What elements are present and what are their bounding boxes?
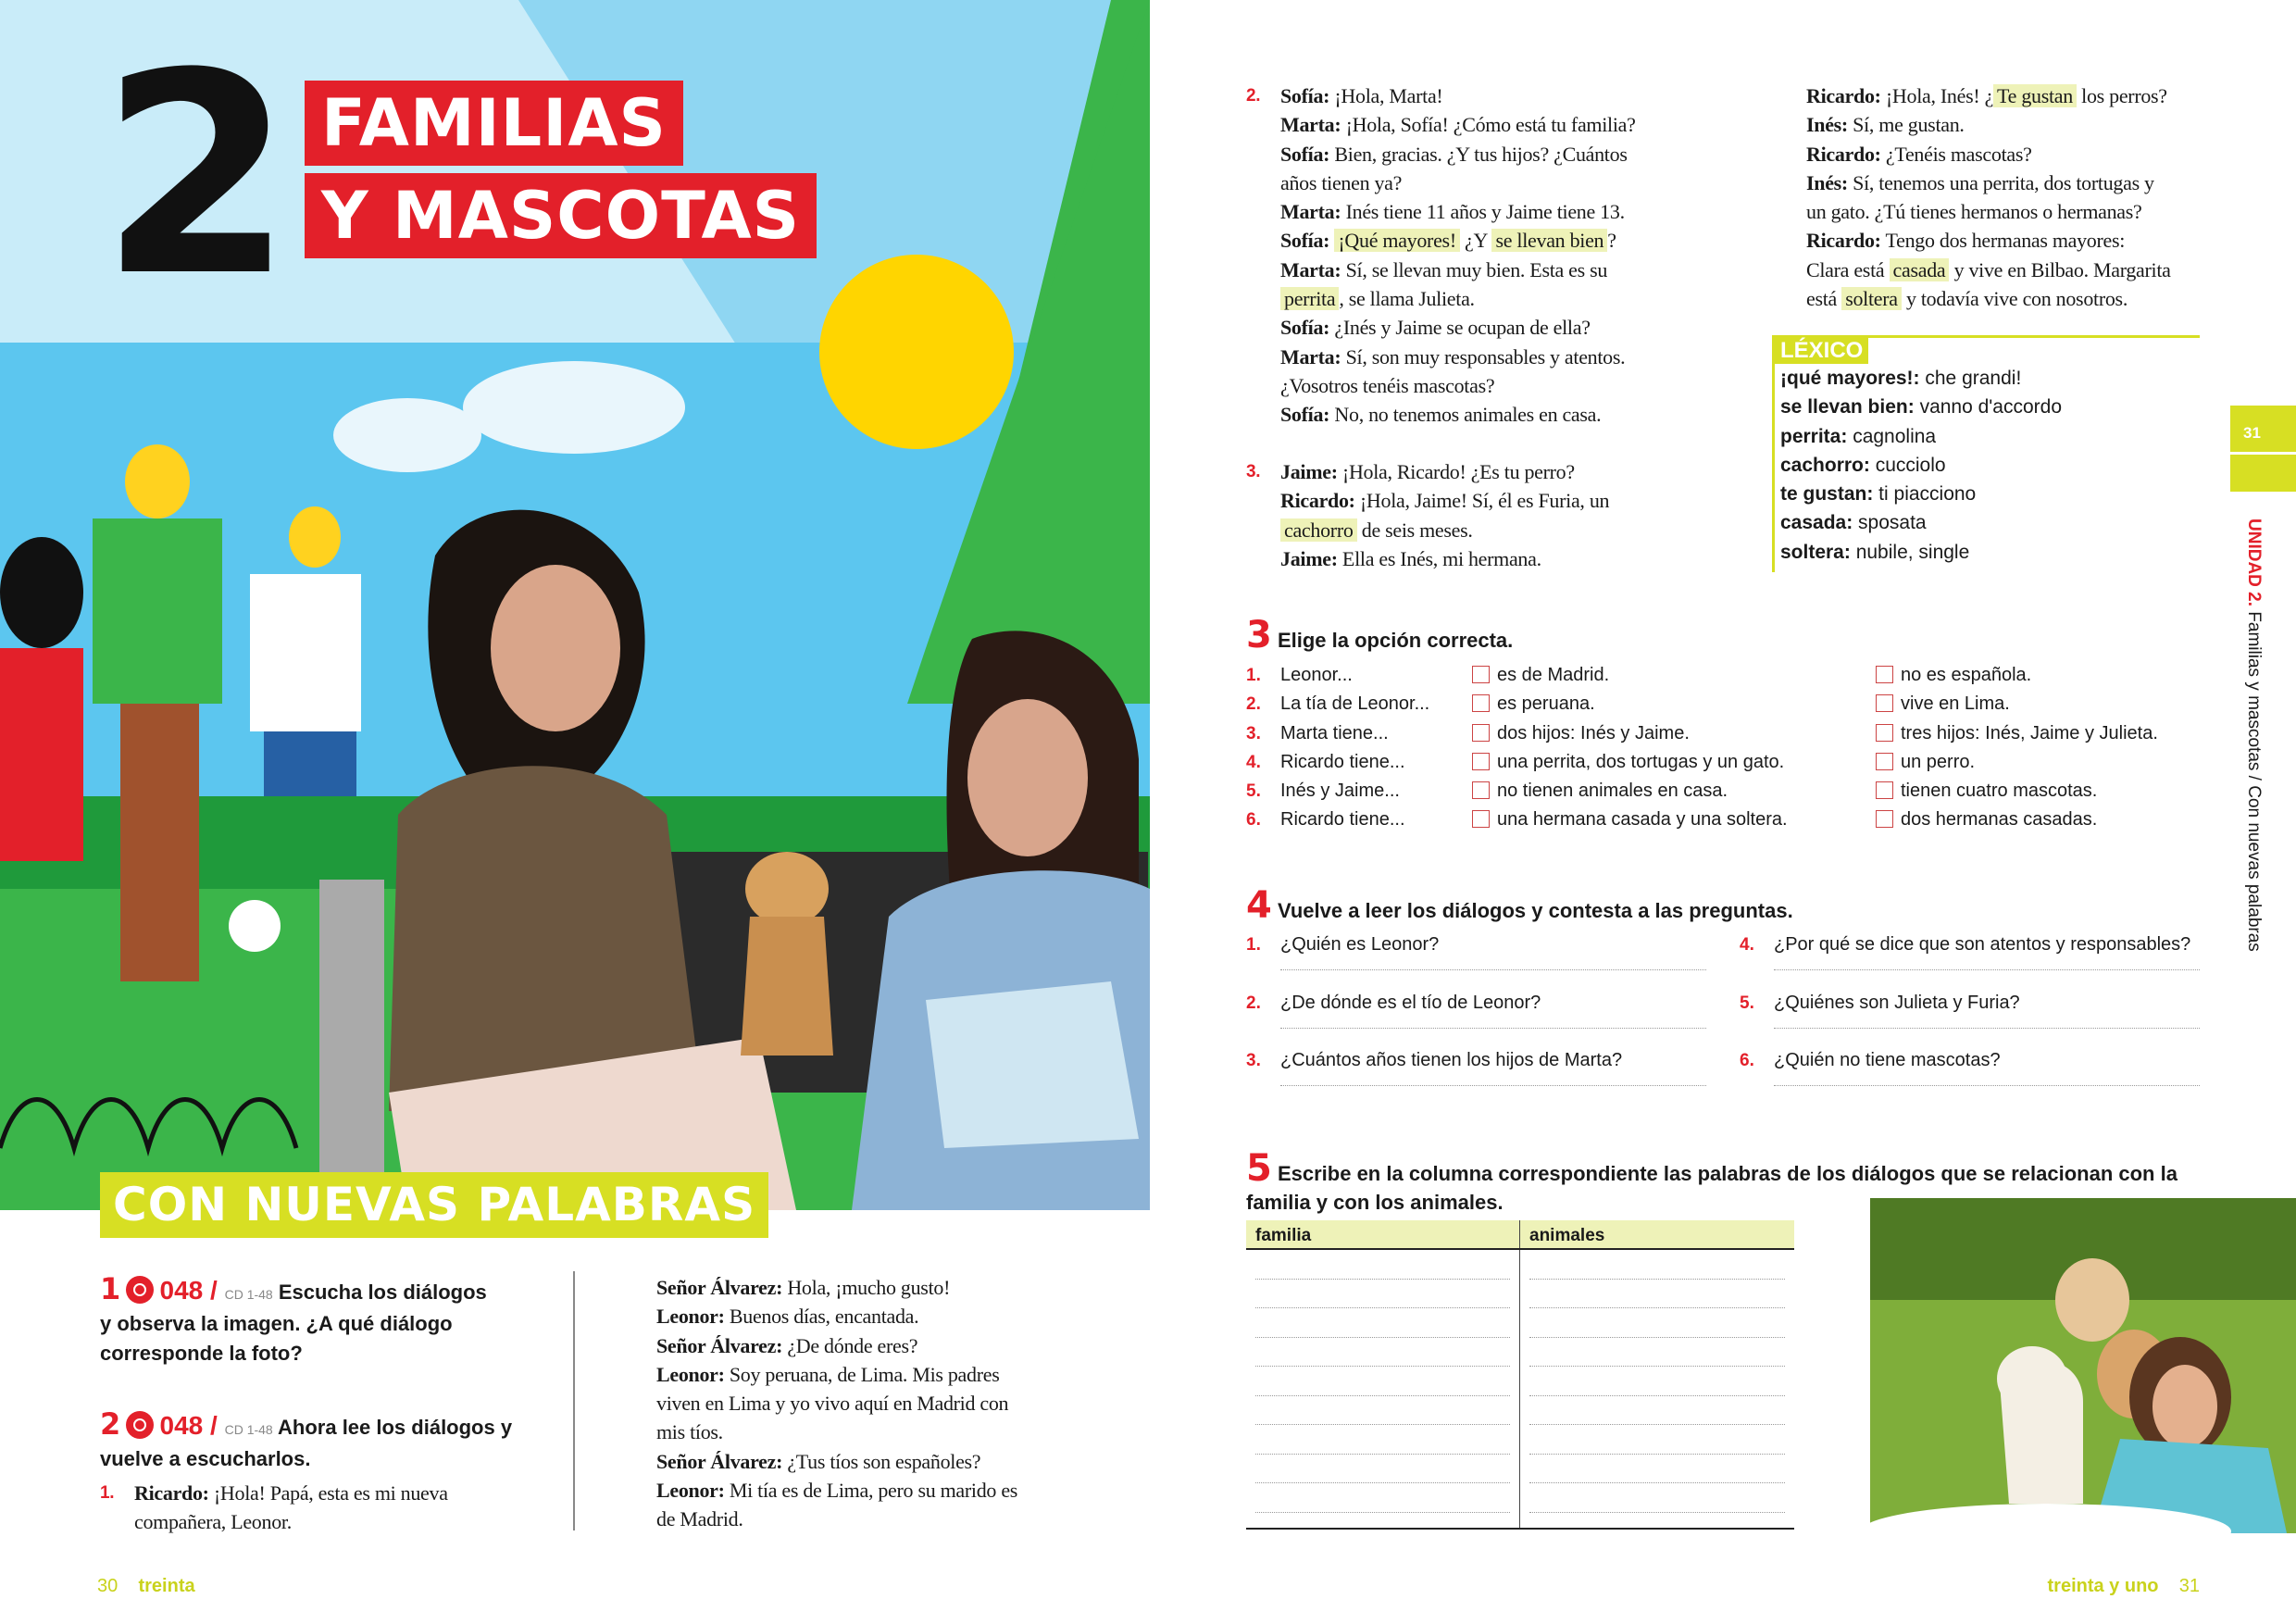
- speaker-name: Señor Álvarez:: [656, 1276, 783, 1299]
- speaker-name: Marta:: [1280, 200, 1341, 224]
- lexico-title: LÉXICO: [1775, 338, 1868, 364]
- dialogue-line: [1246, 400, 1636, 429]
- page-footer-right: [2037, 1572, 2200, 1601]
- option-a[interactable]: [1472, 719, 1690, 748]
- option-text: tienen cuatro mascotas.: [1901, 781, 2098, 802]
- option-b[interactable]: [1876, 748, 1975, 777]
- speaker-name: Sofía:: [1280, 229, 1330, 253]
- checkbox[interactable]: [1876, 694, 1893, 712]
- option-text: vive en Lima.: [1901, 693, 2010, 715]
- lexico-definition: ti piacciono: [1873, 483, 1977, 506]
- dialogue-2: [1246, 81, 1636, 430]
- instruction-line: Ahora lee los diálogos y: [278, 1416, 513, 1439]
- dialogue-line: [1246, 256, 1636, 284]
- option-a[interactable]: [1472, 806, 1788, 834]
- exercise-3-item: [1246, 690, 2218, 718]
- dialogue-text: Ella es Inés, mi hermana.: [1337, 546, 1541, 570]
- checkbox[interactable]: [1876, 781, 1893, 799]
- exercise-3-item: [1246, 777, 2218, 806]
- dialogue-text: de Madrid.: [656, 1507, 743, 1531]
- table-entry-line[interactable]: [1255, 1308, 1510, 1338]
- option-text: una perrita, dos tortugas y un gato.: [1497, 751, 1785, 772]
- speaker-name: Leonor:: [656, 1305, 725, 1329]
- column-header-familia: familia: [1246, 1220, 1520, 1248]
- item-number: 6.: [1246, 810, 1261, 831]
- item-number: 1.: [1246, 666, 1261, 685]
- exercise-3-item: [1246, 806, 2218, 834]
- dialogue-number: 1.: [100, 1483, 115, 1503]
- instruction: Vuelve a leer los diálogos y contesta a las preguntas.: [1277, 899, 1793, 922]
- question-text: ¿Quiénes son Julieta y Furia?: [1774, 992, 2020, 1013]
- table-entry-line[interactable]: [1255, 1425, 1510, 1455]
- dialogue-text: Buenos días, encantada.: [724, 1305, 919, 1329]
- highlighted-word: soltera: [1841, 287, 1902, 310]
- exercise-3-item: [1246, 661, 2218, 690]
- item-stem: Inés y Jaime...: [1280, 781, 1400, 802]
- column-divider: [573, 1271, 575, 1530]
- dialogue-line: [1246, 284, 1636, 313]
- question: [1246, 1046, 1706, 1086]
- dialogue-text: Inés tiene 11 años y Jaime tiene 13.: [1341, 200, 1625, 224]
- dialogue-line: [622, 1331, 1017, 1360]
- item-stem: Marta tiene...: [1280, 722, 1389, 743]
- question-text: ¿Quién es Leonor?: [1280, 934, 1440, 955]
- dialogue-text: y todavía vive con nosotros.: [1901, 287, 2128, 311]
- dialogue-text: ¡Hola, Ricardo! ¿Es tu perro?: [1337, 460, 1575, 483]
- speaker-name: Marta:: [1280, 344, 1341, 369]
- speaker-name: Marta:: [1280, 257, 1341, 281]
- option-text: tres hijos: Inés, Jaime y Julieta.: [1901, 722, 2158, 743]
- dialogue-text: , se llama Julieta.: [1339, 287, 1475, 311]
- item-stem: Ricardo tiene...: [1280, 809, 1405, 831]
- lexico-item: [1780, 538, 2200, 567]
- speaker-name: Ricardo:: [134, 1481, 209, 1505]
- speaker-name: Leonor:: [656, 1362, 725, 1386]
- lexico-definition: sposata: [1853, 512, 1927, 534]
- unit-title-line1: FAMILIAS: [305, 81, 683, 166]
- dialogue-text: Soy peruana, de Lima. Mis padres: [724, 1362, 1000, 1386]
- highlighted-word: Te gustan: [1993, 84, 2077, 107]
- question: [1740, 1046, 2200, 1086]
- lexico-item: [1780, 508, 2200, 537]
- lexico-term: ¡qué mayores!:: [1780, 368, 1920, 389]
- dialogue-text: ¡Hola, Inés! ¿: [1880, 84, 1994, 107]
- option-a[interactable]: [1472, 777, 1728, 806]
- dialogue-line: [1246, 343, 1636, 371]
- lexico-term: cachorro:: [1780, 454, 1870, 476]
- dialogue-line: [622, 1418, 1017, 1446]
- photo-family-with-dog: [1870, 1198, 2296, 1533]
- dialogue-line: [100, 1479, 448, 1507]
- dialogue-text: ¡Hola, Sofía! ¿Cómo está tu familia?: [1341, 113, 1636, 137]
- table-entry-line[interactable]: [1255, 1250, 1510, 1280]
- exercise-1: 1 048 / CD 1-48 Escucha los diálogos y observa la imagen. ¿A qué diálogo corresponde la foto?: [100, 1270, 563, 1368]
- checkbox[interactable]: [1472, 724, 1490, 742]
- instruction-line: y observa la imagen. ¿A qué diálogo: [100, 1312, 453, 1336]
- exercise-4-heading: [1246, 884, 1793, 927]
- dialogue-line: [1772, 226, 2171, 255]
- table-entry-line[interactable]: [1255, 1367, 1510, 1396]
- speaker-name: Inés:: [1806, 170, 1848, 194]
- dialogue-line: [622, 1476, 1017, 1505]
- dialogue-text: años tienen ya?: [1280, 170, 1403, 194]
- dialogue-3-continued: [1772, 81, 2171, 313]
- dialogue-line: [100, 1507, 448, 1536]
- item-stem: Ricardo tiene...: [1280, 751, 1405, 772]
- answer-line[interactable]: [1280, 959, 1706, 970]
- option-a[interactable]: [1472, 748, 1784, 777]
- item-number: 5.: [1246, 781, 1261, 802]
- dialogue-text: viven en Lima y yo vivo aquí en Madrid con: [656, 1392, 1009, 1416]
- lexico-definition: nubile, single: [1850, 541, 1970, 563]
- dialogue-line: [1772, 110, 2171, 139]
- dialogue-line: [1246, 197, 1636, 226]
- exercise-number: 3: [1246, 614, 1272, 656]
- dialogue-text: un gato. ¿Tú tienes hermanos o hermanas?: [1806, 200, 2142, 224]
- page-word: treinta: [138, 1576, 195, 1596]
- exercise-number: 2: [100, 1406, 121, 1442]
- dialogue-line: [1772, 197, 2171, 226]
- exercise-3-item: [1246, 719, 2218, 748]
- lexico-definition: vanno d'accordo: [1914, 396, 2063, 418]
- dialogue-number: 3.: [1246, 462, 1261, 481]
- side-tab-page-number: 31: [2243, 424, 2261, 442]
- checkbox[interactable]: [1472, 781, 1490, 799]
- dialogue-line: [1246, 226, 1636, 255]
- dialogue-text: ¡Hola! Papá, esta es mi nueva: [208, 1481, 448, 1505]
- dialogue-line: [1772, 169, 2171, 197]
- checkbox[interactable]: [1876, 724, 1893, 742]
- speaker-name: Sofía:: [1280, 403, 1330, 427]
- question-number: 1.: [1246, 935, 1261, 955]
- exercise-3-items: [1246, 661, 2218, 835]
- dialogue-text: ¿Vosotros tenéis mascotas?: [1280, 373, 1495, 397]
- option-b[interactable]: [1876, 777, 2097, 806]
- checkbox[interactable]: [1876, 753, 1893, 770]
- lexico-term: perrita:: [1780, 425, 1848, 447]
- dialogue-1: [100, 1479, 448, 1537]
- lexico-term: se llevan bien:: [1780, 396, 1915, 418]
- word-sort-table: [1246, 1220, 1794, 1530]
- checkbox[interactable]: [1876, 666, 1893, 683]
- dialogue-line: [1246, 140, 1636, 169]
- option-text: es de Madrid.: [1497, 665, 1610, 685]
- instruction: Elige la opción correcta.: [1277, 629, 1514, 652]
- option-text: dos hijos: Inés y Jaime.: [1497, 722, 1690, 743]
- dialogue-line: [1246, 457, 1609, 486]
- page-number: 31: [2178, 1576, 2200, 1596]
- option-a[interactable]: [1472, 661, 1609, 690]
- cd-label: CD 1-48: [224, 1422, 273, 1437]
- page-word: treinta y uno: [2047, 1576, 2159, 1596]
- column-header-animales: animales: [1529, 1226, 1605, 1245]
- option-b[interactable]: [1876, 719, 2158, 748]
- table-entry-line[interactable]: [1529, 1455, 1785, 1484]
- question: [1246, 989, 1706, 1029]
- dialogue-3: [1246, 457, 1609, 573]
- dialogue-text: los perros?: [2076, 84, 2167, 107]
- dialogue-text: No, no tenemos animales en casa.: [1329, 403, 1602, 427]
- dialogue-line: [1772, 256, 2171, 284]
- option-b[interactable]: [1876, 806, 2097, 834]
- table-entry-line[interactable]: [1529, 1396, 1785, 1426]
- speaker-name: Ricardo:: [1806, 229, 1881, 253]
- question-text: ¿De dónde es el tío de Leonor?: [1280, 992, 1541, 1013]
- lexico-definition: che grandi!: [1919, 368, 2022, 389]
- dialogue-line: [1246, 544, 1609, 573]
- lexico-item: [1780, 364, 2200, 393]
- dialogue-line: [622, 1302, 1017, 1330]
- checkbox[interactable]: [1472, 666, 1490, 683]
- dialogue-text: Tengo dos hermanas mayores:: [1880, 229, 2126, 253]
- instruction-line: Escucha los diálogos: [278, 1280, 487, 1304]
- speaker-name: Señor Álvarez:: [656, 1449, 783, 1473]
- answer-line[interactable]: [1280, 1018, 1706, 1029]
- item-number: 4.: [1246, 752, 1261, 772]
- unit-number: 2: [100, 14, 284, 337]
- question-text: ¿Por qué se dice que son atentos y responsables?: [1774, 934, 2191, 955]
- dialogue-text: Sí, son muy responsables y atentos.: [1341, 344, 1626, 369]
- exercise-number: 4: [1246, 884, 1272, 927]
- audio-cd-icon[interactable]: [126, 1276, 154, 1304]
- table-entry-line[interactable]: [1529, 1308, 1785, 1338]
- option-text: dos hermanas casadas.: [1901, 809, 2098, 831]
- dialogue-text: Sí, me gustan.: [1847, 113, 1965, 137]
- dialogue-number: 2.: [1246, 86, 1261, 106]
- item-number: 3.: [1246, 723, 1261, 743]
- highlighted-word: ¡Qué mayores!: [1334, 229, 1459, 252]
- unit-subtitle: Familias y mascotas / Con nuevas palabras: [2244, 606, 2264, 952]
- option-text: un perro.: [1901, 751, 1976, 772]
- dialogue-line: [1246, 486, 1609, 515]
- option-b[interactable]: [1876, 690, 2010, 718]
- table-entry-line[interactable]: [1255, 1338, 1510, 1368]
- dialogue-text: Sí, se llevan muy bien. Esta es su: [1341, 257, 1608, 281]
- table-entry-line[interactable]: [1255, 1396, 1510, 1426]
- question-number: 4.: [1740, 935, 1754, 955]
- question-text: ¿Quién no tiene mascotas?: [1774, 1050, 2001, 1070]
- highlighted-word: perrita: [1280, 287, 1339, 310]
- highlighted-word: se llevan bien: [1491, 229, 1607, 252]
- table-entry-line[interactable]: [1529, 1483, 1785, 1513]
- exercise-2: 2 048 / CD 1-48 Ahora lee los diálogos y vuelve a escucharlos.: [100, 1405, 581, 1474]
- dialogue-text: Sí, tenemos una perrita, dos tortugas y: [1847, 170, 2154, 194]
- lexico-box: [1772, 335, 2200, 572]
- dialogue-line: [622, 1389, 1017, 1418]
- track-number: 048: [159, 1411, 204, 1440]
- question-number: 6.: [1740, 1051, 1754, 1070]
- section-banner: CON NUEVAS PALABRAS: [100, 1172, 768, 1238]
- question-number: 2.: [1246, 993, 1261, 1013]
- dialogue-text: Clara está: [1806, 257, 1890, 281]
- table-entry-line[interactable]: [1529, 1338, 1785, 1368]
- audio-cd-icon[interactable]: [126, 1411, 154, 1439]
- question-number: 5.: [1740, 993, 1754, 1013]
- checkbox[interactable]: [1472, 753, 1490, 770]
- side-tab: [2230, 406, 2296, 492]
- unit-label: UNIDAD 2.: [2244, 518, 2264, 607]
- item-number: 2.: [1246, 694, 1261, 715]
- lexico-item: [1780, 393, 2200, 421]
- option-text: no es española.: [1901, 665, 2032, 685]
- speaker-name: Ricardo:: [1806, 142, 1881, 166]
- dialogue-1-continued: [622, 1273, 1017, 1534]
- lexico-term: te gustan:: [1780, 483, 1874, 506]
- question: [1740, 989, 2200, 1029]
- table-entry-line[interactable]: [1529, 1250, 1785, 1280]
- dialogue-line: [1772, 140, 2171, 169]
- dialogue-line: [622, 1505, 1017, 1533]
- exercise-3-heading: [1246, 614, 1514, 656]
- option-text: una hermana casada y una soltera.: [1497, 809, 1788, 831]
- question: [1740, 931, 2200, 970]
- instruction-line: vuelve a escucharlos.: [100, 1447, 311, 1471]
- cd-label: CD 1-48: [224, 1287, 273, 1302]
- exercise-3-item: [1246, 748, 2218, 777]
- exercise-4-questions: [1246, 931, 2200, 1106]
- page-number: 30: [97, 1576, 119, 1596]
- dialogue-text: está: [1806, 287, 1842, 311]
- answer-line[interactable]: [1774, 1075, 2200, 1086]
- dialogue-line: [1246, 313, 1636, 342]
- exercise-number: 5: [1246, 1147, 1272, 1190]
- lexico-term: soltera:: [1780, 541, 1851, 563]
- lexico-item: [1780, 422, 2200, 451]
- table-entry-line[interactable]: [1255, 1483, 1510, 1513]
- dialogue-text: ¿Inés y Jaime se ocupan de ella?: [1329, 316, 1591, 340]
- dialogue-line: [1246, 81, 1636, 110]
- option-b[interactable]: [1876, 661, 2031, 690]
- table-entry-line[interactable]: [1255, 1280, 1510, 1309]
- speaker-name: Señor Álvarez:: [656, 1333, 783, 1357]
- instruction-line: Escribe en la columna correspondiente las palabras de los diálogos que se relacionan con la: [1277, 1162, 2177, 1185]
- table-entry-line[interactable]: [1529, 1367, 1785, 1396]
- dialogue-line: [1772, 284, 2171, 313]
- lexico-item: [1780, 480, 2200, 508]
- answer-line[interactable]: [1774, 1018, 2200, 1029]
- checkbox[interactable]: [1472, 810, 1490, 828]
- dialogue-text: mis tíos.: [656, 1420, 723, 1444]
- dialogue-line: [622, 1360, 1017, 1389]
- option-text: es peruana.: [1497, 693, 1595, 715]
- speaker-name: Ricardo:: [1806, 84, 1881, 107]
- dialogue-line: [1772, 81, 2171, 110]
- lexico-definition: cagnolina: [1847, 425, 1937, 447]
- dialogue-text: ¿Tenéis mascotas?: [1880, 142, 2032, 166]
- lexico-item: [1780, 451, 2200, 480]
- option-a[interactable]: [1472, 690, 1595, 718]
- dialogue-line: [1246, 371, 1636, 400]
- instruction-line: familia y con los animales.: [1246, 1191, 1504, 1214]
- dialogue-text: ¡Hola, Jaime! Sí, él es Furia, un: [1354, 489, 1610, 513]
- dialogue-text: ¿Y: [1459, 229, 1492, 253]
- table-entry-line[interactable]: [1529, 1280, 1785, 1309]
- answer-line[interactable]: [1280, 1075, 1706, 1086]
- speaker-name: Marta:: [1280, 113, 1341, 137]
- speaker-name: Sofía:: [1280, 142, 1330, 166]
- speaker-name: Sofía:: [1280, 316, 1330, 340]
- table-entry-line[interactable]: [1255, 1455, 1510, 1484]
- dialogue-text: ¿De dónde eres?: [782, 1333, 918, 1357]
- dialogue-text: Bien, gracias. ¿Y tus hijos? ¿Cuántos: [1329, 142, 1628, 166]
- dialogue-text: Hola, ¡mucho gusto!: [782, 1276, 951, 1299]
- speaker-name: Sofía:: [1280, 84, 1330, 107]
- item-stem: Leonor...: [1280, 665, 1353, 685]
- checkbox[interactable]: [1876, 810, 1893, 828]
- answer-line[interactable]: [1774, 959, 2200, 970]
- dialogue-text: Mi tía es de Lima, pero su marido es: [724, 1479, 1018, 1503]
- speaker-name: Inés:: [1806, 113, 1848, 137]
- dialogue-line: [622, 1273, 1017, 1302]
- dialogue-text: ¡Hola, Marta!: [1329, 84, 1443, 107]
- dialogue-text: de seis meses.: [1356, 518, 1473, 542]
- dialogue-text: compañera, Leonor.: [134, 1510, 292, 1534]
- instruction-line: corresponde la foto?: [100, 1341, 303, 1365]
- highlighted-word: cachorro: [1280, 518, 1357, 542]
- unit-running-head: [2240, 518, 2268, 952]
- highlighted-word: casada: [1890, 258, 1950, 281]
- dialogue-text: y vive en Bilbao. Margarita: [1949, 257, 2171, 281]
- lexico-definition: cucciolo: [1869, 454, 1946, 476]
- dialogue-text: ?: [1607, 229, 1616, 253]
- dialogue-line: [1246, 110, 1636, 139]
- item-stem: La tía de Leonor...: [1280, 693, 1430, 715]
- dialogue-line: [622, 1447, 1017, 1476]
- question: [1246, 931, 1706, 970]
- speaker-name: Ricardo:: [1280, 489, 1355, 513]
- page-footer-left: [97, 1572, 195, 1601]
- track-number: 048: [159, 1276, 204, 1305]
- dialogue-text: ¿Tus tíos son españoles?: [782, 1449, 981, 1473]
- question-text: ¿Cuántos años tienen los hijos de Marta?: [1280, 1050, 1623, 1070]
- speaker-name: Leonor:: [656, 1479, 725, 1503]
- unit-title-line2: Y MASCOTAS: [305, 173, 817, 258]
- lexico-term: casada:: [1780, 512, 1853, 534]
- dialogue-line: [1246, 516, 1609, 544]
- checkbox[interactable]: [1472, 694, 1490, 712]
- speaker-name: Jaime:: [1280, 460, 1338, 483]
- question-number: 3.: [1246, 1051, 1261, 1070]
- table-entry-line[interactable]: [1529, 1425, 1785, 1455]
- dialogue-line: [1246, 169, 1636, 197]
- option-text: no tienen animales en casa.: [1497, 781, 1728, 802]
- exercise-number: 1: [100, 1271, 121, 1306]
- speaker-name: Jaime:: [1280, 546, 1338, 570]
